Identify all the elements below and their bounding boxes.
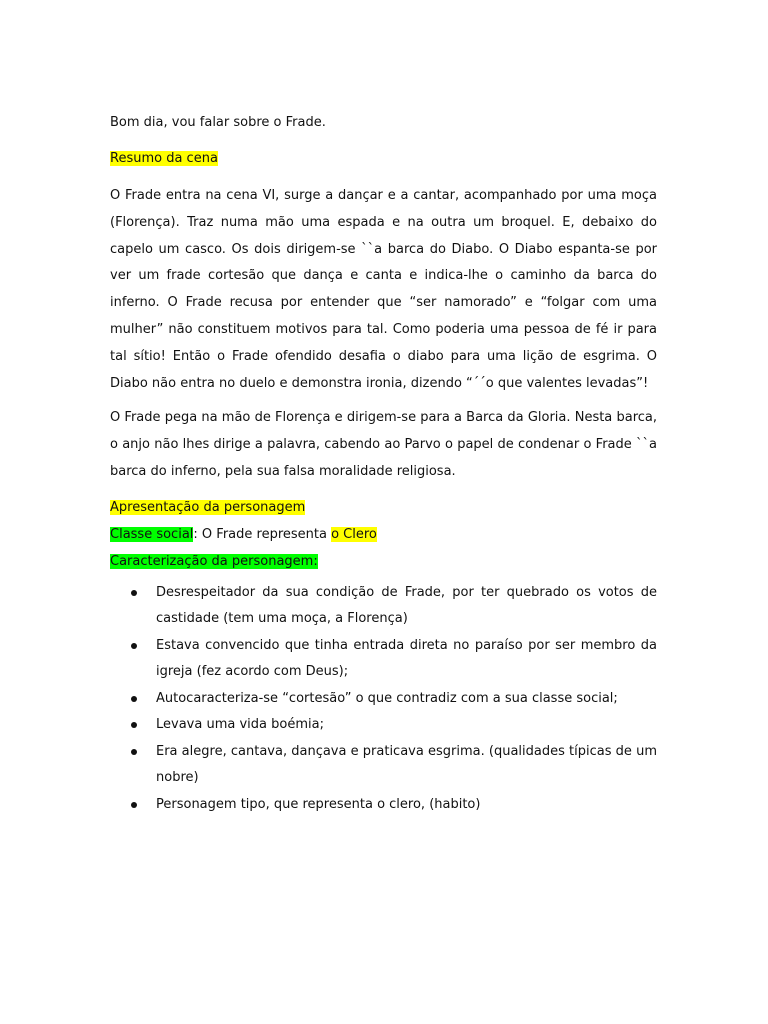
- bullet-dot-icon: [131, 696, 137, 702]
- list-item-text: Desrespeitador da sua condição de Frade, por ter quebrado os votos de castidade (tem uma moça, a Florença): [156, 584, 657, 627]
- list-item: [110, 633, 657, 686]
- summary-heading-highlight: Resumo da cena: [110, 151, 218, 166]
- list-item-text: Estava convencido que tinha entrada direta no paraíso por ser membro da igreja (fez acordo com Deus);: [156, 637, 657, 680]
- social-class-line: [110, 521, 657, 548]
- list-item: [110, 739, 657, 792]
- characterization-heading: [110, 548, 657, 575]
- social-class-text: : O Frade representa: [193, 526, 332, 542]
- list-item: [110, 792, 657, 819]
- bullet-dot-icon: [131, 749, 137, 755]
- list-item: [110, 580, 657, 633]
- characterization-list: [110, 580, 657, 819]
- bullet-dot-icon: [131, 590, 137, 596]
- list-item-text: Levava uma vida boémia;: [156, 717, 324, 733]
- list-item: [110, 712, 657, 739]
- social-class-label: Classe social: [110, 526, 194, 542]
- bullet-dot-icon: [131, 722, 137, 728]
- bullet-dot-icon: [131, 643, 137, 649]
- list-item-text: Era alegre, cantava, dançava e praticava esgrima. (qualidades típicas de um nobre): [156, 743, 657, 786]
- paragraph-1: O Frade entra na cena VI, surge a dançar e a cantar, acompanhado por uma moça (Florença). Traz numa mão uma espada e na outra um broquel. E, debaixo do capelo um casco. Os dois dirigem-se ``a barca do Diabo. O Diabo espanta-se por ver um frade cortesão que dança e canta e indica-lhe o caminho da barca do inferno. O Frade recusa por entender que “ser namorado” e “folgar com uma mulher” não constituem motivos para tal. Como poderia uma pessoa de fé ir para tal sítio! Então o Frade ofendido desafia o diabo para uma lição de esgrima. O Diabo não entra no duelo e demonstra ironia, dizendo “´´o que valentes levadas”!: [110, 188, 657, 391]
- list-item: [110, 686, 657, 713]
- document-page: [110, 112, 657, 818]
- presentation-heading-highlight: Apresentação da personagem: [110, 499, 306, 515]
- characterization-heading-highlight: Caracterização da personagem:: [110, 553, 318, 569]
- presentation-heading: [110, 494, 657, 521]
- greeting-text: Bom dia, vou falar sobre o Frade.: [110, 115, 326, 130]
- bullet-dot-icon: [131, 802, 137, 808]
- list-item-text: Personagem tipo, que representa o clero, (habito): [156, 796, 481, 812]
- summary-heading: [110, 148, 657, 170]
- list-item-text: Autocaracteriza-se “cortesão” o que contradiz com a sua classe social;: [156, 690, 618, 706]
- paragraph-2: O Frade pega na mão de Florença e dirigem-se para a Barca da Gloria. Nesta barca, o anjo não lhes dirige a palavra, cabendo ao Parvo o papel de condenar o Frade ``a barca do inferno, pela sua falsa moralidade religiosa.: [110, 410, 657, 479]
- social-class-value: o Clero: [331, 526, 377, 542]
